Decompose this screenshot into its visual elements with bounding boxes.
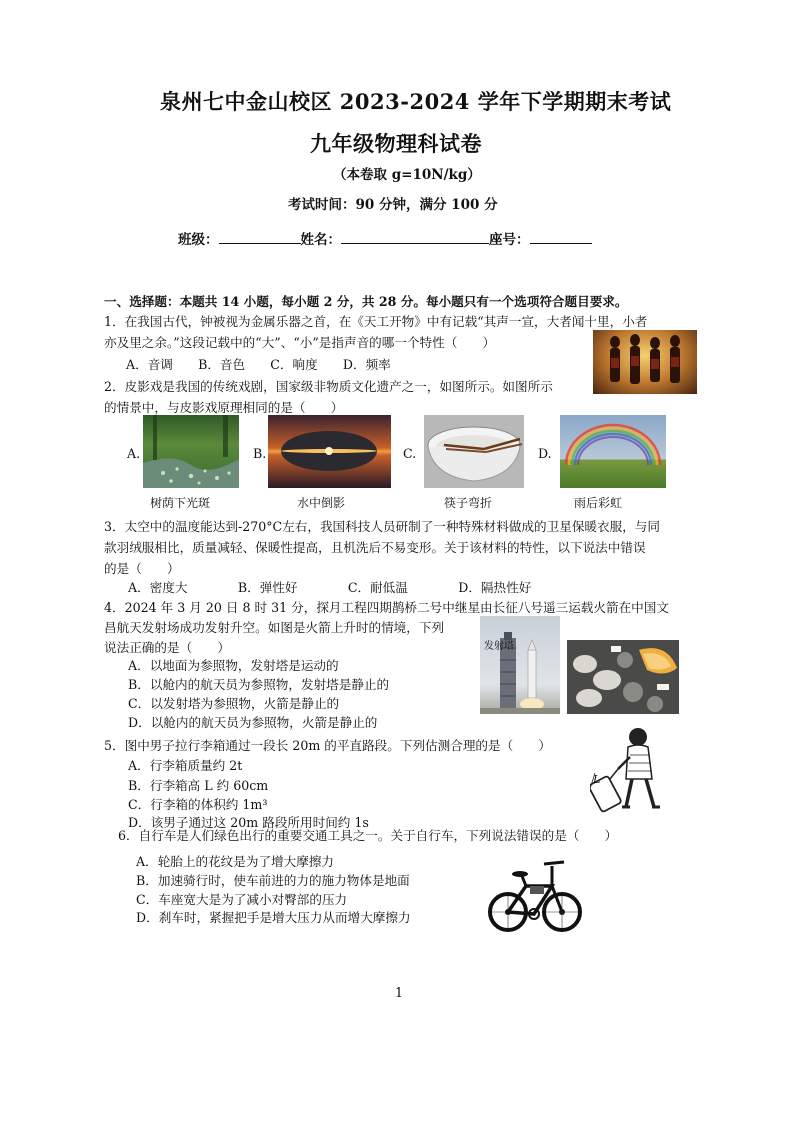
gravity-note: （本卷取 g=10N/kg） <box>333 167 481 183</box>
q2-caption-c: 筷子弯折 <box>444 496 493 510</box>
q4-line2: 昌航天发射场成功发射升空。如图是火箭上升时的情境，下列 <box>104 620 445 635</box>
q6-line1: 6．自行车是人们绿色出行的重要交通工具之一。关于自行车，下列说法错误的是（ ） <box>118 828 618 843</box>
q2-caption-d: 雨后彩虹 <box>574 496 623 510</box>
name-label: 姓名： <box>300 232 341 248</box>
q4-line3: 说法正确的是（ ） <box>104 640 230 655</box>
q3-options: A．密度大 B．弹性好 C．耐低温 D．隔热性好 <box>128 580 532 595</box>
q2-option-b-label: B. <box>253 446 267 461</box>
q2-caption-a: 树荫下光斑 <box>150 496 211 510</box>
q5-line1: 5．图中男子拉行李箱通过一段长 20m 的平直路段。下列估测合理的是（ ） <box>104 738 551 753</box>
q6-option-c: C．车座宽大是为了减小对臀部的压力 <box>136 892 348 907</box>
q6-image-bicycle <box>486 856 584 936</box>
name-blank[interactable] <box>341 231 489 244</box>
seat-label: 座号： <box>489 232 530 248</box>
q2-line2: 的情景中，与皮影戏原理相同的是（ ） <box>104 400 344 415</box>
q5-fig-label-L: L <box>593 773 601 786</box>
q2-image-water-reflection <box>268 415 391 488</box>
exam-title: 泉州七中金山校区 2023-2024 学年下学期期末考试 <box>160 89 672 114</box>
q2-image-tree-shade <box>143 415 239 488</box>
q4-option-a: A．以地面为参照物，发射塔是运动的 <box>128 658 339 673</box>
shadow-puppet-image <box>593 330 697 394</box>
q1-options: A．音调 B．音色 C．响度 D．频率 <box>126 357 391 372</box>
q2-option-c-label: C. <box>403 446 417 461</box>
q5-option-a: A．行李箱质量约 2t <box>128 758 243 773</box>
q2-caption-b: 水中倒影 <box>297 496 346 510</box>
q4-option-d: D．以舱内的航天员为参照物，火箭是静止的 <box>128 715 378 730</box>
q6-option-b: B．加速骑行时，使车前进的力的施力物体是地面 <box>136 873 410 888</box>
q5-option-d: D．该男子通过这 20m 路段所用时间约 1s <box>128 815 369 830</box>
q2-option-d-label: D. <box>538 446 552 461</box>
q6-option-d: D．刹车时，紧握把手是增大压力从而增大摩擦力 <box>136 910 411 925</box>
q1-line1: 1．在我国古代，钟被视为金属乐器之首，在《天工开物》中有记载“其声一宣，大者闻十里，小者 <box>104 314 648 329</box>
q4-image-cabin <box>567 640 679 714</box>
student-info-row <box>178 228 592 248</box>
q4-line1: 4．2024 年 3 月 20 日 8 时 31 分，探月工程四期鹊桥二号中继星由长征八号遥三运载火箭在中国文 <box>104 600 669 615</box>
q1-line2: 亦及里之余。”这段记载中的“大”、“小”是指声音的哪一个特性（ ） <box>104 335 496 350</box>
q4-option-b: B．以舱内的航天员为参照物，发射塔是静止的 <box>128 677 390 692</box>
q5-option-c: C．行李箱的体积约 1m³ <box>128 797 268 812</box>
q4-option-c: C．以发射塔为参照物，火箭是静止的 <box>128 696 340 711</box>
q5-image-man-with-luggage <box>590 727 670 817</box>
page-number: 1 <box>395 985 404 1000</box>
q2-image-rainbow <box>560 415 666 488</box>
exam-subtitle: 九年级物理科试卷 <box>310 131 482 156</box>
q6-option-a: A．轮胎上的花纹是为了增大摩擦力 <box>136 854 335 869</box>
q5-option-b: B．行李箱高 L 约 60cm <box>128 778 269 793</box>
q4-tower-label: 发射塔 <box>484 641 514 652</box>
exam-info: 考试时间：90 分钟，满分 100 分 <box>288 197 498 213</box>
class-label: 班级： <box>178 232 219 248</box>
q3-line2: 款羽绒服相比，质量减轻、保暖性提高，且机洗后不易变形。关于该材料的特性，以下说法中错误 <box>104 540 646 555</box>
q2-line1: 2．皮影戏是我国的传统戏剧，国家级非物质文化遗产之一，如图所示。如图所示 <box>104 379 553 394</box>
q2-image-bent-chopsticks <box>424 415 524 488</box>
class-blank[interactable] <box>219 231 301 244</box>
q4-image-launch-tower <box>480 616 560 714</box>
section-heading: 一、选择题：本题共 14 小题，每小题 2 分，共 28 分。每小题只有一个选项符合题目要求。 <box>104 294 628 309</box>
seat-blank[interactable] <box>530 231 592 244</box>
q2-option-a-label: A. <box>127 446 141 461</box>
q3-line3: 的是（ ） <box>104 561 180 576</box>
q3-line1: 3．太空中的温度能达到-270°C左右，我国科技人员研制了一种特殊材料做成的卫星保暖衣服，与同 <box>104 519 660 534</box>
